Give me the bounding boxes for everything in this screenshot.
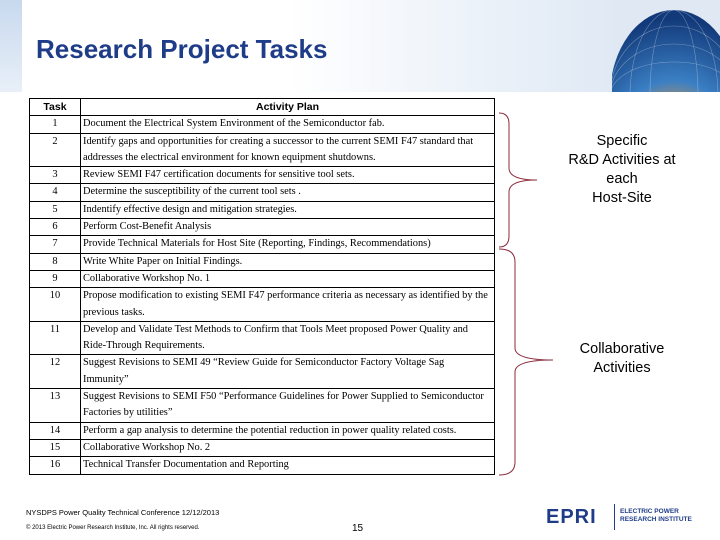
task-number: 15 xyxy=(30,439,81,456)
table-row xyxy=(30,236,495,253)
task-number: 9 xyxy=(30,270,81,287)
table-row xyxy=(30,253,495,270)
task-number: 11 xyxy=(30,321,81,355)
task-description: Suggest Revisions to SEMI 49 “Review Guide for Semiconductor Factory Voltage Sag Immunity” xyxy=(81,355,495,389)
page-number: 15 xyxy=(352,523,364,534)
table-row xyxy=(30,321,495,355)
task-number: 4 xyxy=(30,184,81,201)
task-description: Perform Cost-Benefit Analysis xyxy=(81,219,495,236)
table-header-row xyxy=(30,99,495,116)
task-description: Determine the susceptibility of the current tool sets . xyxy=(81,184,495,201)
slide-title: Research Project Tasks xyxy=(36,34,328,64)
host-site-label-line: R&D Activities at xyxy=(568,152,676,168)
task-description: Document the Electrical System Environment of the Semiconductor fab. xyxy=(81,116,495,133)
task-table xyxy=(29,98,495,475)
task-number: 14 xyxy=(30,422,81,439)
table-row xyxy=(30,167,495,184)
globe-graphic xyxy=(612,0,720,92)
host-site-bracket xyxy=(497,112,547,248)
task-number: 12 xyxy=(30,355,81,389)
logo-divider xyxy=(614,504,615,530)
task-description: Develop and Validate Test Methods to Confirm that Tools Meet proposed Power Quality and Ride-Through Requirements. xyxy=(81,321,495,355)
task-number: 16 xyxy=(30,457,81,474)
task-description: Suggest Revisions to SEMI F50 “Performance Guidelines for Power Supplied to Semiconductor Factories by utilities” xyxy=(81,389,495,423)
collaborative-label-line: Activities xyxy=(593,360,651,376)
task-number: 2 xyxy=(30,133,81,167)
task-description: Identify gaps and opportunities for creating a successor to the current SEMI F47 standard that addresses the electrical environment for known equipment shutdowns. xyxy=(81,133,495,167)
table-row xyxy=(30,116,495,133)
task-number: 7 xyxy=(30,236,81,253)
task-number: 13 xyxy=(30,389,81,423)
table-row xyxy=(30,184,495,201)
footer-copyright: © 2013 Electric Power Research Institute, Inc. All rights reserved. xyxy=(26,525,200,531)
task-number: 8 xyxy=(30,253,81,270)
header-accent-bar xyxy=(0,0,22,92)
collaborative-bracket xyxy=(497,248,557,476)
footer-conference: NYSDPS Power Quality Technical Conference 12/12/2013 xyxy=(26,508,220,517)
task-description: Collaborative Workshop No. 2 xyxy=(81,439,495,456)
task-description: Technical Transfer Documentation and Reporting xyxy=(81,457,495,474)
host-site-label-line: Specific xyxy=(596,133,648,149)
task-description: Review SEMI F47 certification documents for sensitive tool sets. xyxy=(81,167,495,184)
plan-column-header: Activity Plan xyxy=(81,99,495,116)
task-number: 3 xyxy=(30,167,81,184)
collaborative-label xyxy=(556,340,688,378)
task-column-header: Task xyxy=(30,99,81,116)
host-site-label-line: each xyxy=(606,171,638,187)
table-row xyxy=(30,439,495,456)
table-row xyxy=(30,355,495,389)
host-site-label-line: Host-Site xyxy=(592,190,652,206)
table-row xyxy=(30,457,495,474)
task-description: Perform a gap analysis to determine the potential reduction in power quality related costs. xyxy=(81,422,495,439)
task-number: 1 xyxy=(30,116,81,133)
logo-subtitle: ELECTRIC POWER RESEARCH INSTITUTE xyxy=(620,508,692,523)
table-row xyxy=(30,389,495,423)
table-row xyxy=(30,288,495,322)
host-site-label xyxy=(548,132,696,208)
table-row xyxy=(30,201,495,218)
table-row xyxy=(30,219,495,236)
task-number: 6 xyxy=(30,219,81,236)
collaborative-label-line: Collaborative xyxy=(579,341,665,357)
task-description: Indentify effective design and mitigation strategies. xyxy=(81,201,495,218)
task-number: 5 xyxy=(30,201,81,218)
task-description: Write White Paper on Initial Findings. xyxy=(81,253,495,270)
task-number: 10 xyxy=(30,288,81,322)
table-row xyxy=(30,133,495,167)
table-row xyxy=(30,270,495,287)
epri-logo xyxy=(546,502,696,532)
task-description: Collaborative Workshop No. 1 xyxy=(81,270,495,287)
task-description: Propose modification to existing SEMI F47 performance criteria as necessary as identified by the previous tasks. xyxy=(81,288,495,322)
task-description: Provide Technical Materials for Host Site (Reporting, Findings, Recommendations) xyxy=(81,236,495,253)
logo-wordmark: EPRI xyxy=(546,506,597,528)
table-row xyxy=(30,422,495,439)
